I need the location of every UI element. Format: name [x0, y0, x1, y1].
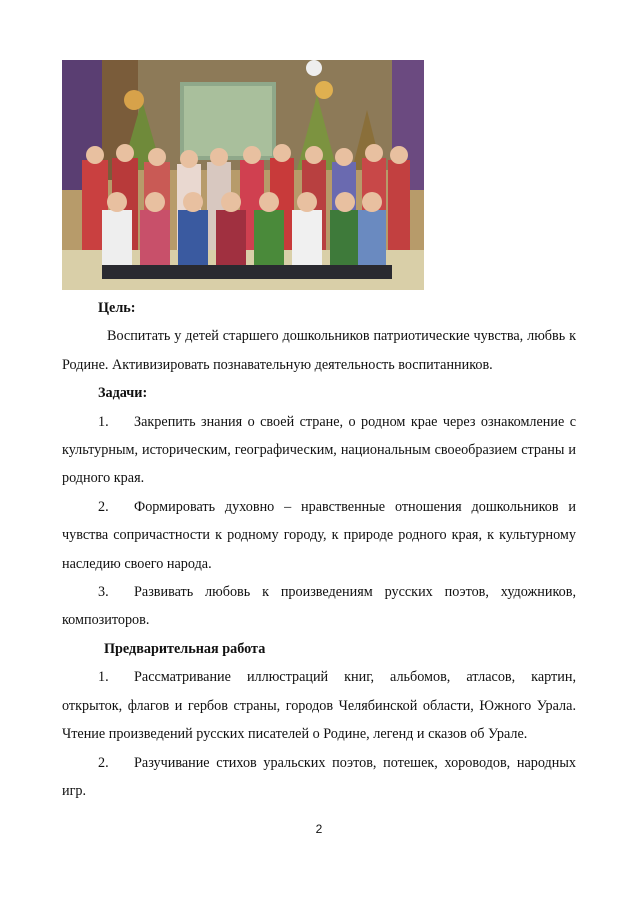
goal-heading: Цель:	[98, 300, 136, 316]
prelim-item-2-number: 2.	[98, 754, 109, 771]
document-body	[62, 294, 576, 805]
task-item-3	[62, 578, 576, 635]
task-item-1	[62, 408, 576, 493]
task-item-1-text: Закрепить знания о своей стране, о родном крае через ознакомление с культурным, историческим, географическим, национальным своеобразием страны и родного края.	[62, 413, 576, 487]
tasks-heading: Задачи:	[98, 385, 148, 402]
prelim-item-1-number: 1.	[98, 669, 109, 686]
task-item-1-number: 1.	[98, 413, 109, 430]
prelim-item-1	[62, 663, 576, 748]
prelim-heading: Предварительная работа	[104, 640, 266, 657]
goal-text: Воспитать у детей старшего дошкольников патриотические чувства, любвь к Родине. Активизировать познавательную деятельность воспитанников.	[62, 328, 576, 373]
task-item-2-text: Формировать духовно – нравственные отношения дошкольников и чувства сопричастности к родному городу, к природе родного края, к культурному наследию своего народа.	[62, 498, 576, 572]
prelim-item-2	[62, 749, 576, 806]
page-number: 2	[315, 822, 323, 836]
prelim-item-1-text: Рассматривание иллюстраций книг, альбомов, атласов, картин, открыток, флагов и гербов страны, городов Челябинской области, Южного Урала. Чтение произведений русских писателей о Родине, легенд и сказов об Урале.	[62, 669, 576, 743]
prelim-item-2-text: Разучивание стихов уральских поэтов, потешек, хороводов, народных игр.	[62, 754, 576, 799]
task-item-3-number: 3.	[98, 584, 109, 601]
task-item-3-text: Развивать любовь к произведениям русских поэтов, художников, композиторов.	[62, 584, 576, 629]
task-item-2-number: 2.	[98, 498, 109, 515]
task-item-2	[62, 493, 576, 578]
group-photo	[62, 60, 424, 290]
